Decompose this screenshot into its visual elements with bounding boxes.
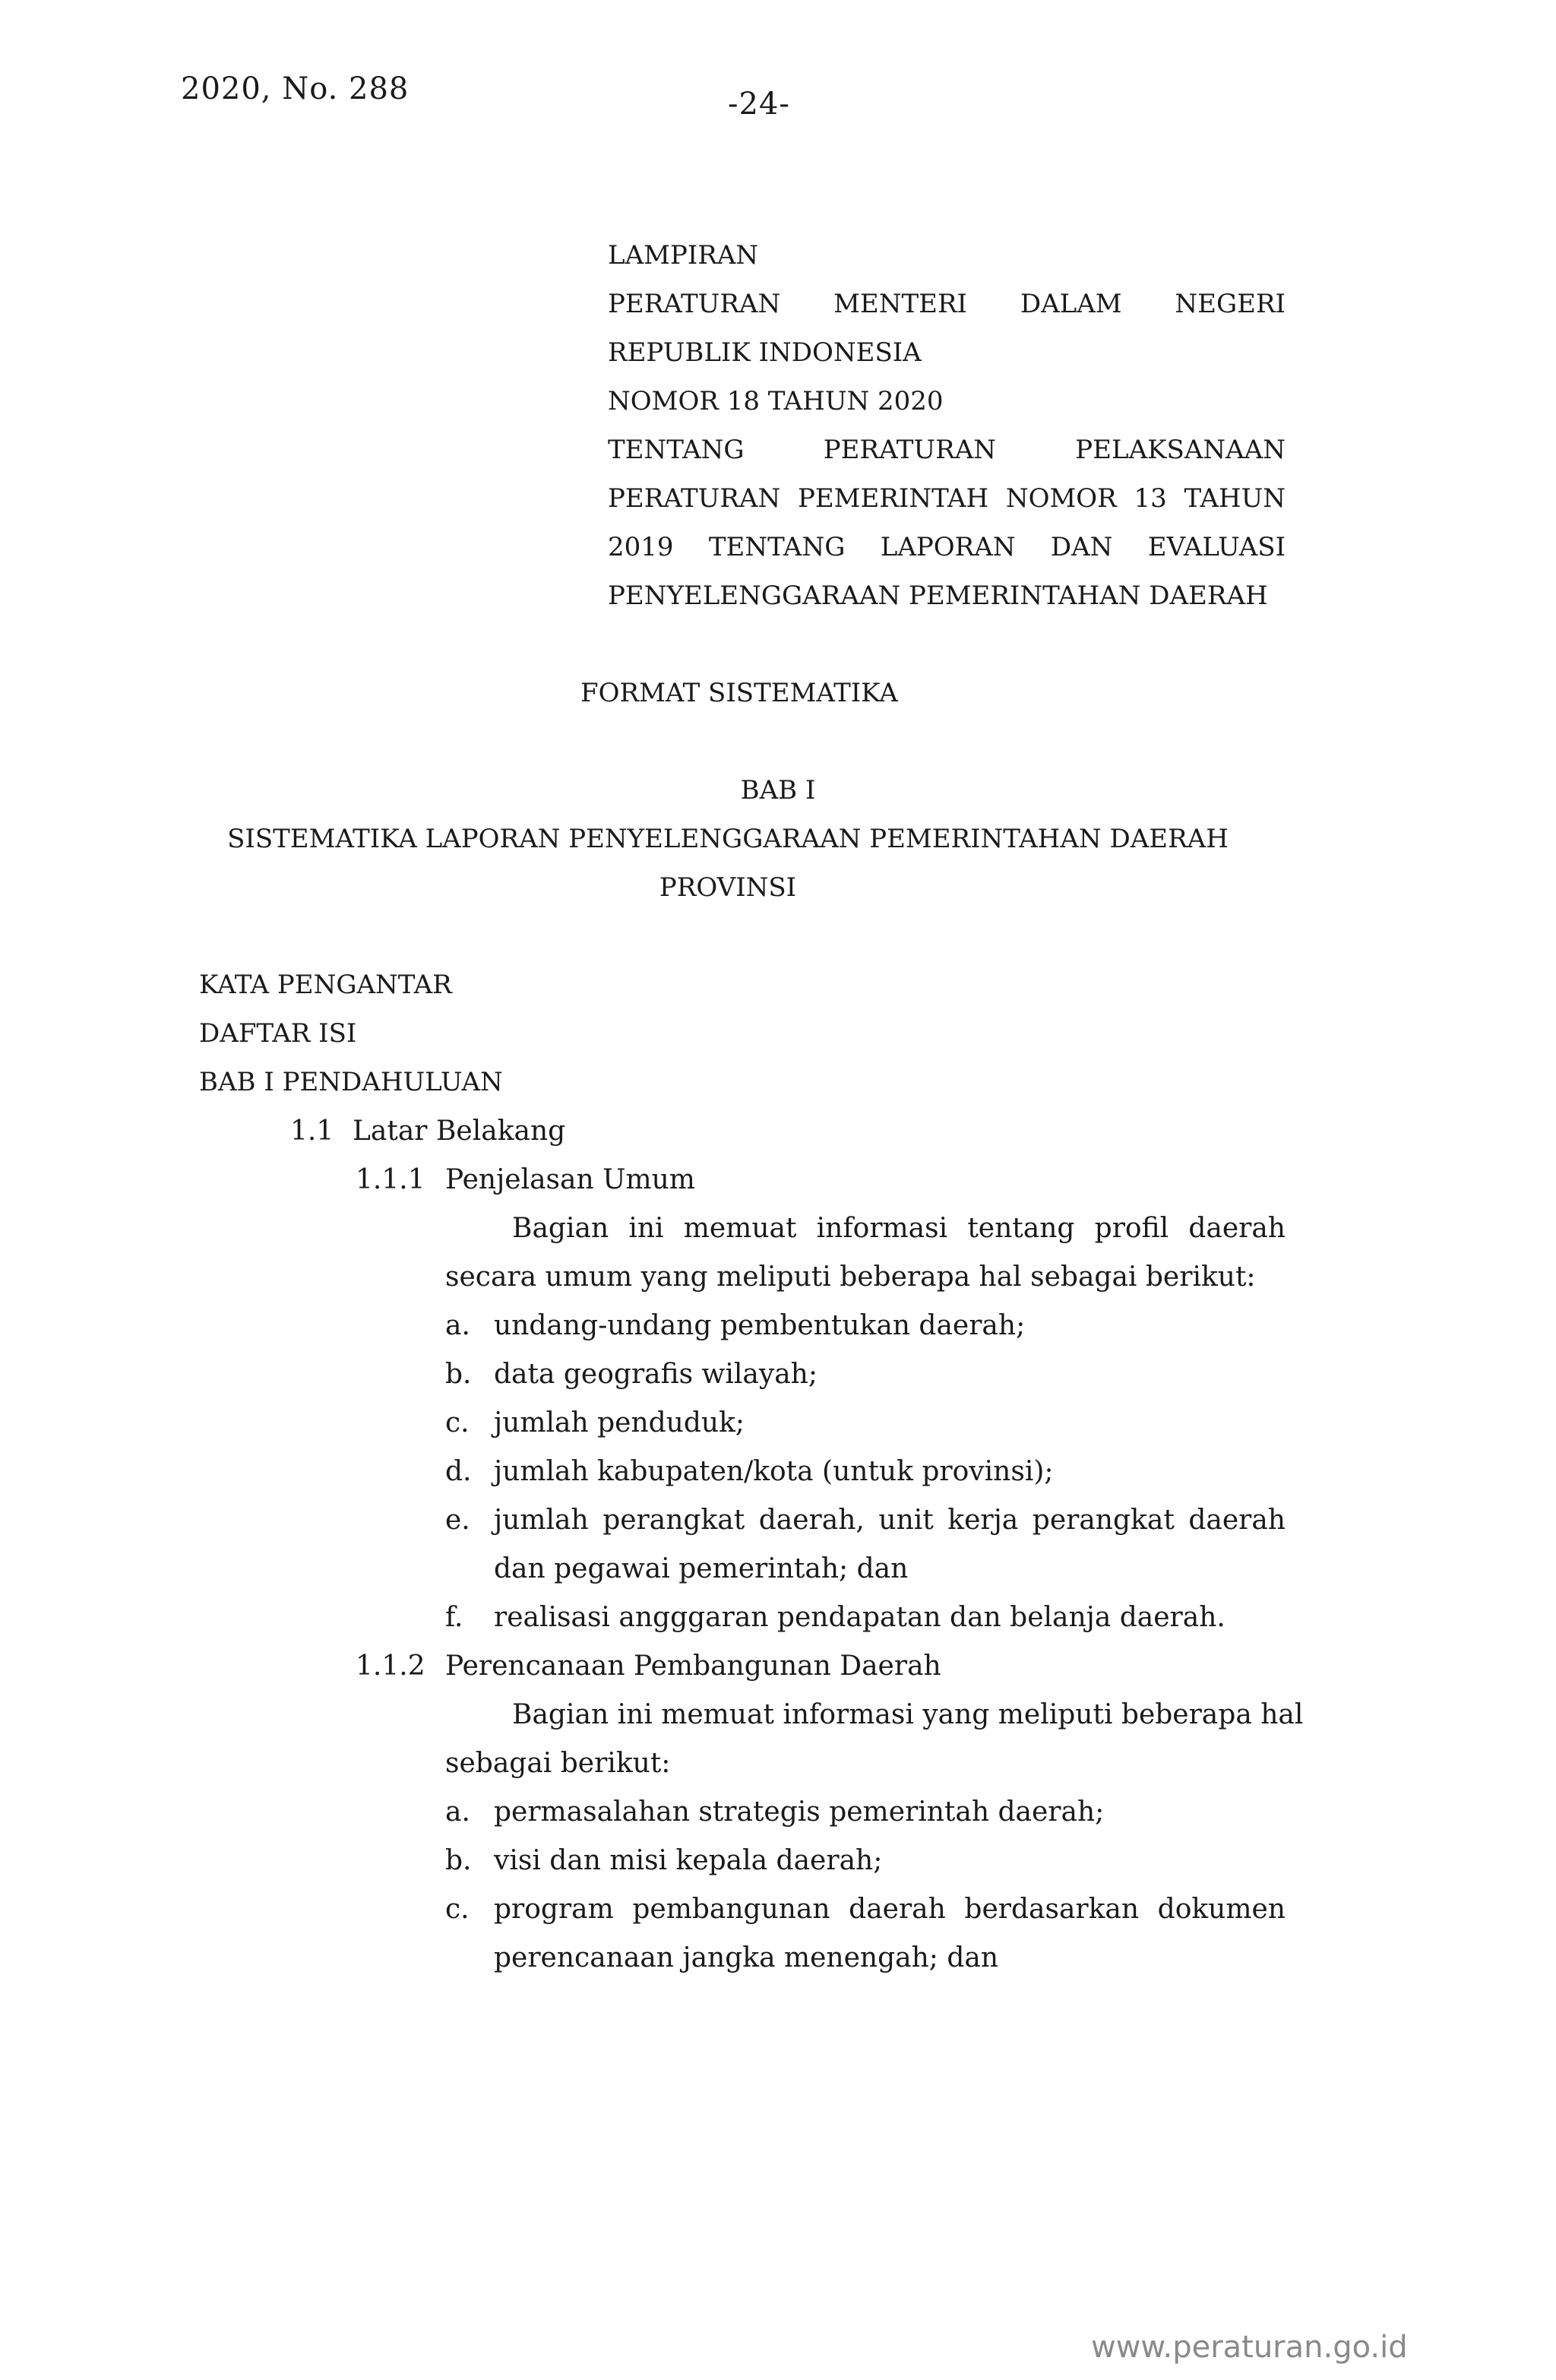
bab-title-line1: SISTEMATIKA LAPORAN PENYELENGGARAAN PEMERINTAHAN DAERAH (227, 824, 1229, 854)
paragraph-line: sebagai berikut: (445, 1748, 671, 1779)
toc-bab-pendahuluan: BAB I PENDAHULUAN (199, 1067, 503, 1097)
subsection-title: Perencanaan Pembangunan Daerah (445, 1650, 941, 1682)
list-item: visi dan misi kepala daerah; (494, 1845, 883, 1876)
list-item: data geografis wilayah; (494, 1359, 818, 1390)
list-letter: b. (445, 1359, 472, 1390)
list-item-continued: perencanaan jangka menengah; dan (494, 1942, 999, 1973)
section-title: Latar Belakang (353, 1116, 566, 1147)
lampiran-line: PERATURAN PEMERINTAH NOMOR 13 TAHUN (608, 483, 1286, 514)
list-letter: e. (445, 1505, 470, 1536)
website-link[interactable]: www.peraturan.go.id (1091, 2330, 1408, 2365)
toc-kata-pengantar: KATA PENGANTAR (199, 970, 452, 1000)
list-item: permasalahan strategis pemerintah daerah; (494, 1796, 1105, 1828)
list-letter: a. (445, 1796, 470, 1828)
lampiran-block (608, 231, 1286, 620)
list-item: program pembangunan daerah berdasarkan dokumen (494, 1894, 1286, 1925)
list-letter: b. (445, 1845, 472, 1876)
list-letter: c. (445, 1407, 470, 1438)
subsection-title: Penjelasan Umum (445, 1164, 695, 1195)
bab-title-line2: PROVINSI (659, 872, 797, 903)
subsection-number: 1.1.1 (356, 1164, 425, 1195)
lampiran-line: NOMOR 18 TAHUN 2020 (608, 386, 944, 416)
subsection-number: 1.1.2 (356, 1650, 425, 1682)
bab-label: BAB I (740, 775, 816, 805)
list-item: undang-undang pembentukan daerah; (494, 1310, 1026, 1341)
list-letter: f. (445, 1602, 463, 1633)
list-item: jumlah perangkat daerah, unit kerja perangkat daerah (494, 1505, 1286, 1536)
list-item: jumlah penduduk; (494, 1407, 745, 1438)
list-letter: c. (445, 1894, 470, 1925)
format-title: FORMAT SISTEMATIKA (580, 678, 898, 708)
list-item: realisasi angggaran pendapatan dan belanja daerah. (494, 1602, 1226, 1633)
page-number: -24- (728, 87, 790, 122)
lampiran-line: PERATURAN MENTERI DALAM NEGERI (608, 289, 1286, 319)
paragraph-line: secara umum yang meliputi beberapa hal sebagai berikut: (445, 1261, 1256, 1293)
section-number: 1.1 (290, 1116, 334, 1147)
paragraph-line: Bagian ini memuat informasi yang meliputi beberapa hal (512, 1699, 1304, 1730)
lampiran-line: REPUBLIK INDONESIA (608, 337, 922, 368)
paragraph-line: Bagian ini memuat informasi tentang profil daerah (512, 1213, 1286, 1244)
list-item-continued: dan pegawai pemerintah; dan (494, 1553, 909, 1584)
lampiran-line: TENTANG PERATURAN PELAKSANAAN (608, 435, 1286, 465)
list-item: jumlah kabupaten/kota (untuk provinsi); (494, 1456, 1054, 1487)
document-reference: 2020, No. 288 (181, 71, 410, 106)
lampiran-line: 2019 TENTANG LAPORAN DAN EVALUASI (608, 532, 1286, 562)
lampiran-line: PENYELENGGARAAN PEMERINTAHAN DAERAH (608, 581, 1268, 611)
list-letter: d. (445, 1456, 472, 1487)
list-letter: a. (445, 1310, 470, 1341)
lampiran-line: LAMPIRAN (608, 240, 759, 271)
toc-daftar-isi: DAFTAR ISI (199, 1018, 357, 1049)
